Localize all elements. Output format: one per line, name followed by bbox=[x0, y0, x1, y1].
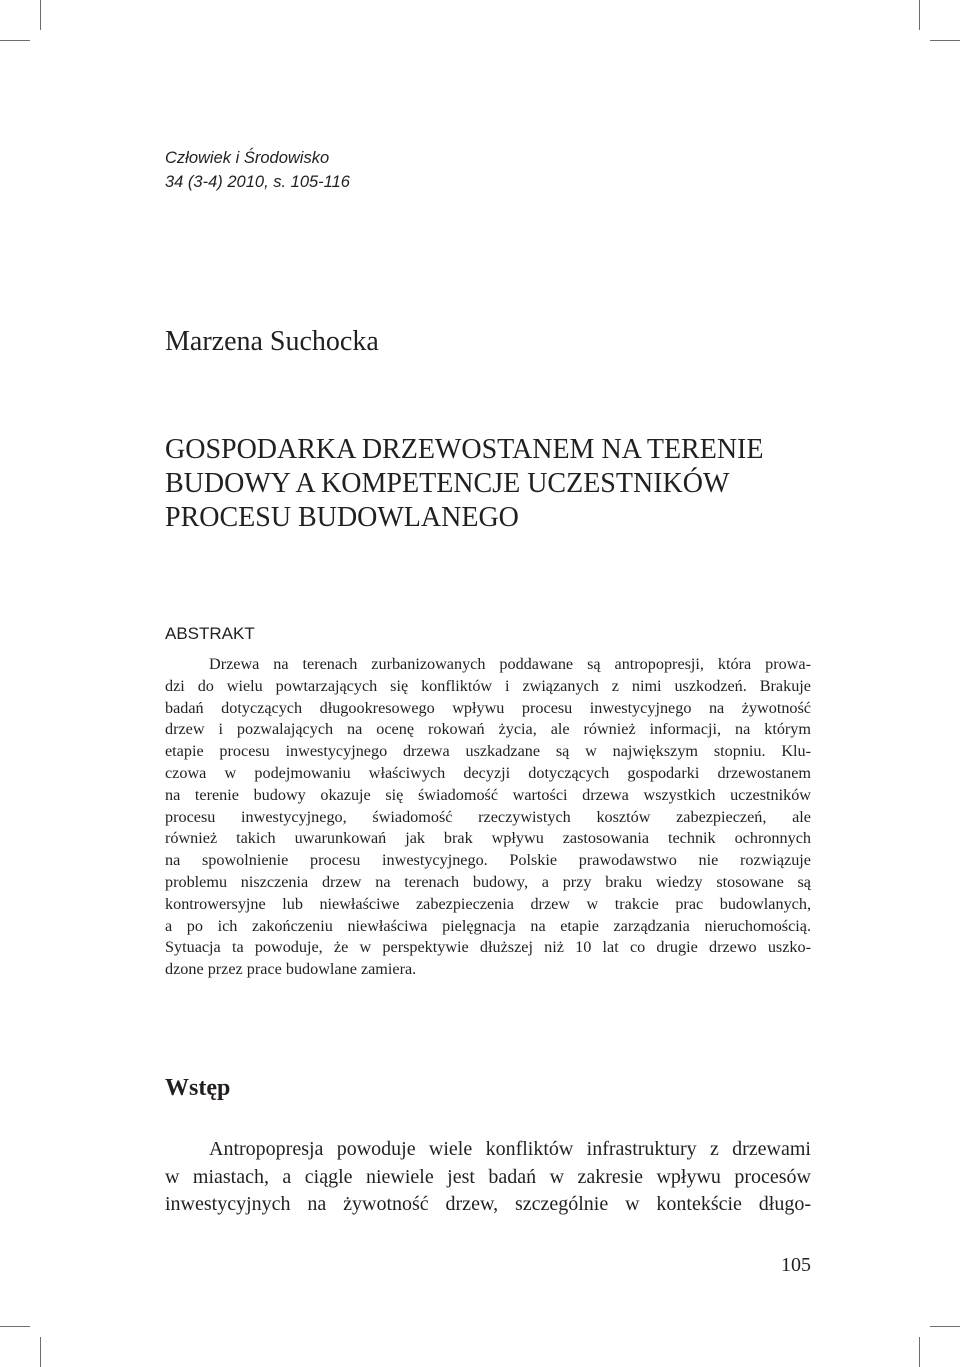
crop-mark bbox=[919, 0, 920, 30]
abstract-line: kontrowersyjne lub niewłaściwe zabezpieczenia drzew w trakcie prac budowlanych, bbox=[165, 894, 811, 913]
abstract-heading: ABSTRAKT bbox=[165, 624, 255, 643]
abstract-body bbox=[165, 654, 811, 981]
abstract-line: badań dotyczących długookresowego wpływu procesu inwestycyjnego na żywotność bbox=[165, 698, 811, 717]
body-line: w miastach, a ciągle niewiele jest badań w zakresie wpływu procesów bbox=[165, 1165, 811, 1188]
title-line: GOSPODARKA DRZEWOSTANEM NA TERENIE bbox=[165, 434, 764, 465]
abstract-line: Sytuacja ta powoduje, że w perspektywie dłuższej niż 10 lat co drugie drzewo uszko- bbox=[165, 938, 811, 957]
crop-mark bbox=[930, 1326, 960, 1327]
crop-mark bbox=[0, 1326, 30, 1327]
abstract-line: również takich uwarunkowań jak brak wpływu zastosowania technik ochronnych bbox=[165, 829, 811, 848]
crop-mark bbox=[40, 0, 41, 30]
section-body bbox=[165, 1136, 811, 1219]
article-title bbox=[165, 433, 763, 535]
abstract-line: drzew i pozwalających na ocenę rokowań życia, ale również informacji, na którym bbox=[165, 720, 811, 739]
title-line: PROCESU BUDOWLANEGO bbox=[165, 502, 519, 533]
abstract-line: etapie procesu inwestycyjnego drzewa uszkadzane są w największym stopniu. Klu- bbox=[165, 742, 811, 761]
abstract-line: Drzewa na terenach zurbanizowanych poddawane są antropopresji, która prowa- bbox=[209, 655, 811, 673]
journal-header bbox=[165, 146, 350, 194]
abstract-line: na terenie budowy okazuje się świadomość wartości drzewa wszystkich uczestników bbox=[165, 785, 811, 804]
abstract-line: na spowolnienie procesu inwestycyjnego. Polskie prawodawstwo nie rozwiązuje bbox=[165, 851, 811, 870]
abstract-line: dzi do wielu powtarzających się konfliktów i związanych z nimi uszkodzeń. Brakuje bbox=[165, 676, 811, 695]
journal-citation: 34 (3-4) 2010, s. 105-116 bbox=[165, 173, 350, 191]
abstract-line: czowa w podejmowaniu właściwych decyzji dotyczących gospodarki drzewostanem bbox=[165, 763, 811, 782]
crop-mark bbox=[40, 1337, 41, 1367]
body-line: Antropopresja powoduje wiele konfliktów infrastruktury z drzewami bbox=[209, 1138, 811, 1160]
journal-name: Człowiek i Środowisko bbox=[165, 149, 330, 167]
section-heading: Wstęp bbox=[165, 1075, 231, 1101]
abstract-line: a po ich zakończeniu niewłaściwa pielęgnacja na etapie zarządzania nieruchomością. bbox=[165, 916, 811, 935]
author-name: Marzena Suchocka bbox=[165, 326, 379, 357]
abstract-line: dzone przez prace budowlane zamiera. bbox=[165, 960, 417, 979]
abstract-line: problemu niszczenia drzew na terenach budowy, a przy braku wiedzy stosowane są bbox=[165, 872, 811, 891]
body-line: inwestycyjnych na żywotność drzew, szczególnie w kontekście długo- bbox=[165, 1193, 811, 1215]
page-number: 105 bbox=[781, 1254, 811, 1276]
title-line: BUDOWY A KOMPETENCJE UCZESTNIKÓW bbox=[165, 468, 730, 499]
crop-mark bbox=[919, 1337, 920, 1367]
abstract-line: procesu inwestycyjnego, świadomość rzeczywistych kosztów zabezpieczeń, ale bbox=[165, 807, 811, 826]
crop-mark bbox=[930, 40, 960, 41]
crop-mark bbox=[0, 40, 30, 41]
